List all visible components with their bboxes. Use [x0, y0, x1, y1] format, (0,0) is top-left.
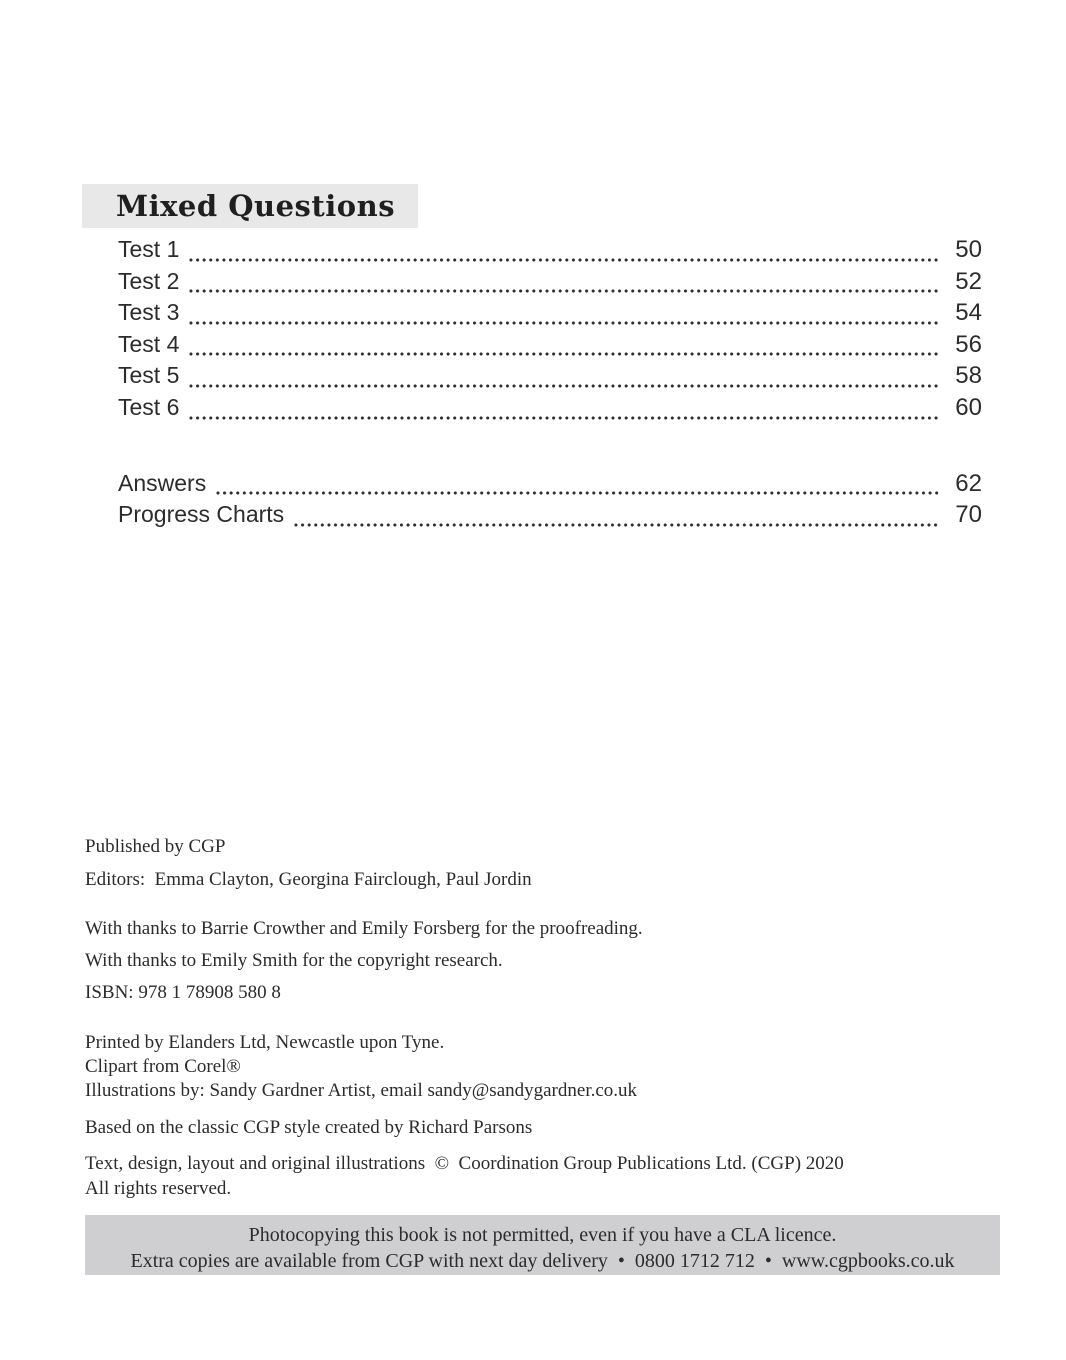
copyright-line: Text, design, layout and original illustrations © Coordination Group Publications Ltd. (CGP) 2020 — [85, 1153, 844, 1174]
printed-by-line: Printed by Elanders Ltd, Newcastle upon Tyne. — [85, 1032, 445, 1053]
copyright-research-thanks-line: With thanks to Emily Smith for the copyright research. — [85, 950, 503, 971]
toc-page-number: 60 — [955, 393, 982, 421]
toc-row — [118, 470, 982, 502]
toc-dot-leader — [189, 352, 939, 356]
section-title: Mixed Questions — [116, 189, 396, 223]
toc-entry-label: Progress Charts — [118, 501, 285, 528]
toc-row — [118, 236, 982, 268]
toc-page-number: 50 — [955, 236, 982, 263]
editors-line: Editors: Emma Clayton, Georgina Fairclough, Paul Jordin — [85, 869, 532, 890]
toc-row — [118, 299, 982, 331]
proofreading-thanks-line: With thanks to Barrie Crowther and Emily Forsberg for the proofreading. — [85, 918, 643, 939]
toc-test-list — [118, 236, 982, 426]
copyright-block — [85, 1151, 915, 1201]
toc-page-number: 56 — [955, 330, 982, 358]
section-heading — [82, 184, 418, 228]
style-credit-line: Based on the classic CGP style created by Richard Parsons — [85, 1117, 533, 1138]
toc-page-number: 62 — [955, 469, 982, 497]
toc-dot-leader — [294, 523, 939, 527]
toc-entry-label: Test 4 — [118, 330, 180, 357]
style-credit-block — [85, 1111, 915, 1144]
toc-page-number: 58 — [955, 362, 982, 390]
photocopying-line: Photocopying this book is not permitted, even if you have a CLA licence. — [248, 1224, 837, 1246]
toc-dot-leader — [189, 384, 939, 388]
published-by-line: Published by CGP — [85, 836, 226, 857]
toc-dot-leader — [189, 289, 939, 293]
publication-info — [85, 830, 915, 1201]
toc-entry-label: Test 2 — [118, 267, 180, 294]
thanks-isbn-block — [85, 913, 915, 1009]
toc-entry-label: Test 5 — [118, 362, 180, 389]
toc-dot-leader — [189, 321, 939, 325]
toc-row — [118, 394, 982, 426]
toc-row — [118, 501, 982, 533]
clipart-line: Clipart from Corel® — [85, 1056, 241, 1077]
toc-page-number: 70 — [955, 501, 982, 529]
toc-dot-leader — [189, 258, 939, 262]
isbn-line: ISBN: 978 1 78908 580 8 — [85, 982, 281, 1003]
toc-dot-leader — [189, 416, 939, 420]
toc-row — [118, 268, 982, 300]
extra-copies-line: Extra copies are available from CGP with next day delivery • 0800 1712 712 • www.cgpbooks.co.uk — [130, 1250, 955, 1272]
illustrations-line: Illustrations by: Sandy Gardner Artist, email sandy@sandygardner.co.uk — [85, 1080, 638, 1101]
toc-row — [118, 331, 982, 363]
toc-entry-label: Test 3 — [118, 299, 180, 326]
photocopying-notice — [85, 1215, 1000, 1275]
toc-page-number: 54 — [955, 299, 982, 327]
toc-page-number: 52 — [955, 267, 982, 295]
publisher-block — [85, 830, 915, 896]
toc-extras-list — [118, 470, 982, 533]
toc-entry-label: Test 1 — [118, 236, 180, 262]
toc-row — [118, 362, 982, 394]
rights-reserved-line: All rights reserved. — [85, 1178, 232, 1199]
table-of-contents — [118, 236, 982, 533]
toc-entry-label: Answers — [118, 469, 207, 496]
toc-entry-label: Test 6 — [118, 393, 180, 420]
toc-dot-leader — [216, 491, 939, 495]
printing-block — [85, 1031, 915, 1103]
